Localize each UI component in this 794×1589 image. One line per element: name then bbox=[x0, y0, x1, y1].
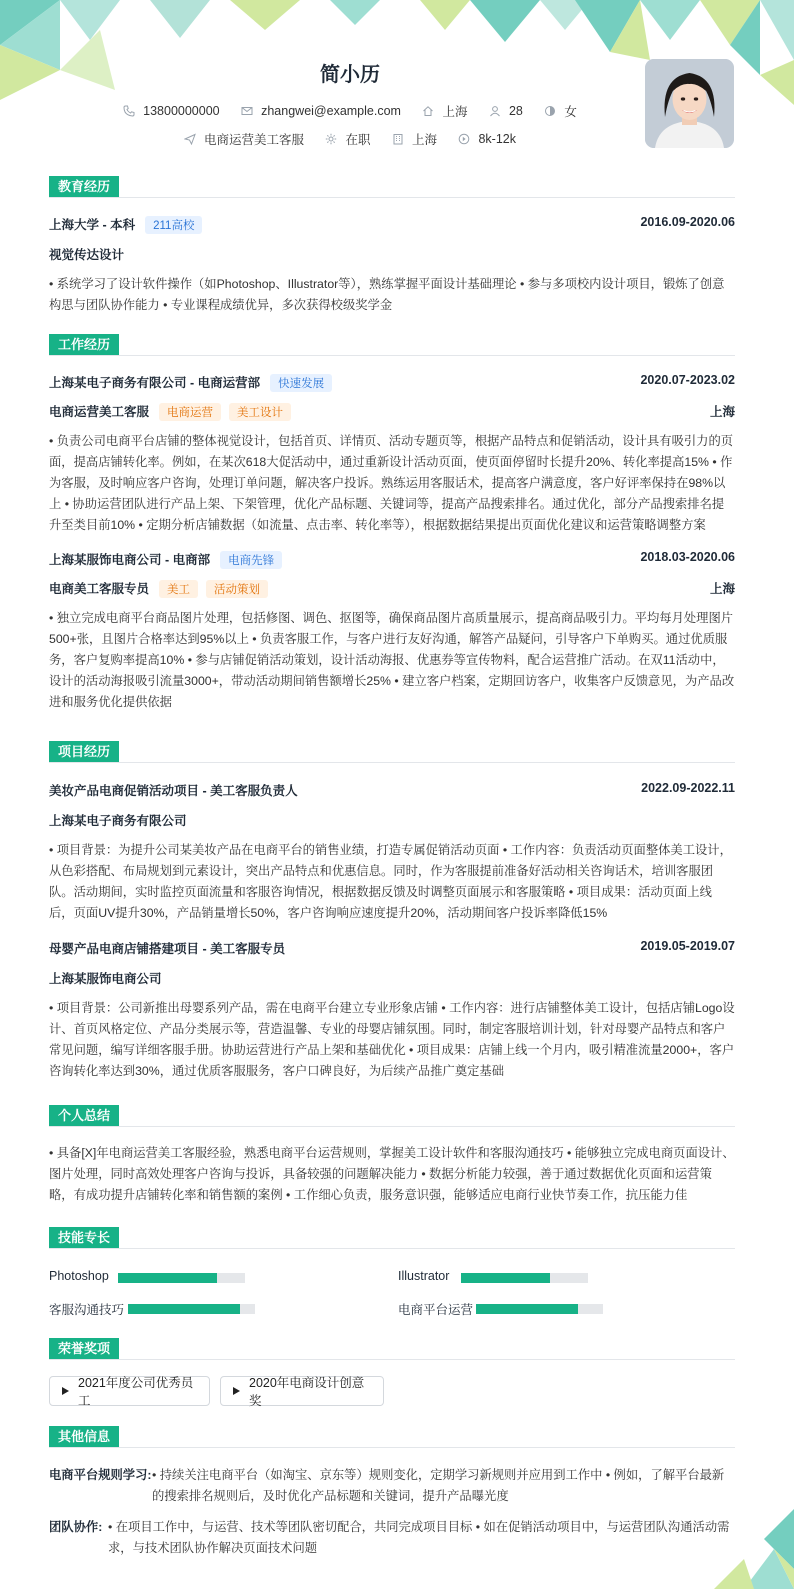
work-role-row bbox=[49, 579, 735, 599]
skills-title bbox=[49, 1227, 735, 1249]
other-title bbox=[49, 1426, 735, 1448]
phone-item bbox=[123, 104, 219, 118]
portrait-photo bbox=[645, 59, 734, 148]
section-divider bbox=[49, 762, 735, 763]
education-description: • 系统学习了设计软件操作（如Photoshop、Illustrator等），熟练掌握平面设计基础理论 • 参与多项校内设计项目，锻炼了创意构思与团队协作能力 • 专业课程成绩优异，多次获得校级奖学金 bbox=[49, 277, 725, 312]
section-divider bbox=[49, 1248, 735, 1249]
project-title: 美妆产品电商促销活动项目 - 美工客服负责人 bbox=[49, 784, 298, 798]
gender-item bbox=[544, 102, 577, 120]
project-org: 上海某服饰电商公司 bbox=[49, 972, 162, 986]
project-description: • 项目背景：公司新推出母婴系列产品，需在电商平台建立专业形象店铺 • 工作内容：进行店铺整体美工设计，包括店铺Logo设计、首页风格定位、产品分类展示等，营造温馨、专业的母婴店铺氛围。同时，制定客服培训计划，针对母婴产品特点和客户常见问题，编写详细客服手册。协助运营进行产品上架和基础优化 • 项目成果：店铺上线一个月内，吸引精准流量2000+，客户咨询转化率达到30%，通过优质客服服务，客户口碑良好，为后续产品推广奠定基础 bbox=[49, 1001, 735, 1078]
salary-icon bbox=[458, 133, 470, 145]
play-icon bbox=[62, 1387, 69, 1395]
skill-bar bbox=[128, 1304, 255, 1314]
other-item bbox=[49, 1465, 735, 1507]
project-entry-header bbox=[49, 939, 735, 959]
skill-fill bbox=[118, 1273, 217, 1283]
school-badge: 211高校 bbox=[145, 216, 202, 234]
work-role-row bbox=[49, 402, 735, 422]
location-item bbox=[422, 102, 467, 120]
status-icon bbox=[325, 133, 337, 145]
building-icon bbox=[392, 133, 404, 145]
resume-header bbox=[0, 0, 794, 170]
work-city: 上海 bbox=[709, 582, 735, 596]
salary-item bbox=[458, 132, 516, 146]
awards-title bbox=[49, 1338, 735, 1360]
job-target-text: 电商运营美工客服 bbox=[203, 133, 304, 147]
status-text: 在职 bbox=[345, 133, 371, 147]
other-heading: 其他信息 bbox=[49, 1426, 119, 1448]
education-title bbox=[49, 176, 735, 198]
other-label: 团队协作: bbox=[49, 1520, 103, 1534]
salary-text: 8k-12k bbox=[478, 132, 517, 146]
user-icon bbox=[489, 105, 501, 117]
section-divider bbox=[49, 1126, 735, 1127]
awards-heading: 荣誉奖项 bbox=[49, 1338, 119, 1360]
role-tag: 电商运营 bbox=[159, 403, 221, 421]
target-city-item bbox=[392, 130, 437, 148]
school-name: 上海大学 - 本科 bbox=[49, 218, 136, 232]
skill-bar bbox=[476, 1304, 603, 1314]
project-org-row bbox=[49, 969, 735, 989]
awards-section bbox=[49, 1338, 735, 1418]
projects-section bbox=[49, 741, 735, 1082]
project-period: 2022.09-2022.11 bbox=[641, 781, 735, 795]
work-period: 2020.07-2023.02 bbox=[640, 373, 735, 387]
age-item bbox=[489, 104, 523, 118]
skills-heading: 技能专长 bbox=[49, 1227, 119, 1249]
skill-bar bbox=[118, 1273, 245, 1283]
skill-fill bbox=[128, 1304, 240, 1314]
skill-bar bbox=[461, 1273, 588, 1283]
contact-row bbox=[0, 102, 700, 120]
award-text: 2020年电商设计创意奖 bbox=[249, 1376, 365, 1408]
phone-text: 13800000000 bbox=[143, 104, 220, 118]
work-title bbox=[49, 334, 735, 356]
work-section bbox=[49, 334, 735, 713]
summary-title bbox=[49, 1105, 735, 1127]
award-item bbox=[220, 1376, 384, 1406]
summary-heading: 个人总结 bbox=[49, 1105, 119, 1127]
award-text: 2021年度公司优秀员工 bbox=[78, 1376, 194, 1408]
project-org: 上海某电子商务有限公司 bbox=[49, 814, 187, 828]
company-badge: 快速发展 bbox=[270, 374, 332, 392]
awards-list bbox=[49, 1376, 735, 1406]
other-text: • 在项目工作中，与运营、技术等团队密切配合，共同完成项目目标 • 如在促销活动项目中，与运营团队沟通活动需求，与技术团队协作解决页面技术问题 bbox=[108, 1520, 730, 1555]
company-badge: 电商先锋 bbox=[220, 551, 282, 569]
send-icon bbox=[184, 133, 196, 145]
section-divider bbox=[49, 1447, 735, 1448]
skill-item bbox=[49, 1269, 369, 1287]
skill-fill bbox=[461, 1273, 550, 1283]
education-entry-header bbox=[49, 215, 735, 235]
role-tag: 美工设计 bbox=[229, 403, 291, 421]
skill-name: 客服沟通技巧 bbox=[49, 1303, 125, 1317]
status-item bbox=[325, 130, 370, 148]
role-tag: 美工 bbox=[159, 580, 198, 598]
skill-name: 电商平台运营 bbox=[398, 1303, 474, 1317]
company-name: 上海某服饰电商公司 - 电商部 bbox=[49, 553, 211, 567]
project-period: 2019.05-2019.07 bbox=[640, 939, 735, 953]
education-heading: 教育经历 bbox=[49, 176, 119, 198]
work-description: • 独立完成电商平台商品图片处理，包括修图、调色、抠图等，确保商品图片高质量展示，提高商品吸引力。平均每月处理图片500+张，且图片合格率达到95%以上 • 负责客服工作，与客户进行友好沟通，解答产品疑问，引导客户下单购买。通过优质服务，客户复购率提高10% • 参与店铺促销活动策划，设计活动海报、优惠券等宣传物料，配合运营推广活动。在双11活动中，设计的活动海报吸引流量3000+，带动活动期间销售额增长25% • 建立客户档案，定期回访客户，收集客户反馈意见，为产品改进和服务优化提供依据 bbox=[49, 611, 735, 709]
other-text: • 持续关注电商平台（如淘宝、京东等）规则变化，定期学习新规则并应用到工作中 • 例如，了解平台最新的搜索排名规则后，及时优化产品标题和关键词，提升产品曝光度 bbox=[152, 1468, 725, 1503]
role-tag: 活动策划 bbox=[206, 580, 268, 598]
skill-item bbox=[49, 1300, 369, 1318]
role-name: 电商美工客服专员 bbox=[49, 582, 150, 596]
work-period: 2018.03-2020.06 bbox=[640, 550, 735, 564]
email-item bbox=[241, 104, 401, 118]
section-divider bbox=[49, 355, 735, 356]
target-city-text: 上海 bbox=[411, 133, 437, 147]
age-text: 28 bbox=[508, 104, 523, 118]
candidate-name: 简小历 bbox=[320, 64, 380, 86]
intent-row bbox=[0, 130, 700, 148]
work-heading: 工作经历 bbox=[49, 334, 119, 356]
skill-item bbox=[398, 1300, 718, 1318]
project-entry-header bbox=[49, 781, 735, 801]
education-major-row bbox=[49, 245, 735, 265]
summary-section bbox=[49, 1105, 735, 1206]
section-divider bbox=[49, 197, 735, 198]
award-item bbox=[49, 1376, 210, 1406]
company-name: 上海某电子商务有限公司 - 电商运营部 bbox=[49, 376, 261, 390]
other-label: 电商平台规则学习: bbox=[49, 1468, 152, 1482]
summary-text: • 具备[X]年电商运营美工客服经验，熟悉电商平台运营规则，掌握美工设计软件和客服沟通技巧 • 能够独立完成电商页面设计、图片处理，同时高效处理客户咨询与投诉，具备较强的问题解决能力 • 数据分析能力较强，善于通过数据优化页面和运营策略，有成功提升店铺转化率和销售额的案例 • 工作细心负责，服务意识强，能够适应电商行业快节奏工作，抗压能力佳 bbox=[49, 1146, 735, 1202]
skill-fill bbox=[476, 1304, 578, 1314]
avatar bbox=[645, 59, 734, 148]
skill-item bbox=[398, 1269, 718, 1287]
project-org-row bbox=[49, 811, 735, 831]
project-title: 母婴产品电商店铺搭建项目 - 美工客服专员 bbox=[49, 942, 286, 956]
gender-text: 女 bbox=[564, 105, 577, 119]
skill-name: Photoshop bbox=[49, 1269, 109, 1283]
play-icon bbox=[233, 1387, 240, 1395]
gender-icon bbox=[544, 105, 556, 117]
major-name: 视觉传达设计 bbox=[49, 248, 125, 262]
work-entry-header bbox=[49, 550, 735, 570]
other-section bbox=[49, 1426, 735, 1559]
education-period: 2016.09-2020.06 bbox=[640, 215, 735, 229]
home-icon bbox=[422, 105, 434, 117]
work-description: • 负责公司电商平台店铺的整体视觉设计，包括首页、详情页、活动专题页等，根据产品特点和促销活动，设计具有吸引力的页面，提高店铺转化率。例如，在某次618大促活动中，通过重新设计活动页面，使页面停留时长提升20%、转化率提高15% • 作为客服，及时响应客户咨询，处理订单问题，解决客户投诉。熟练运用客服话术，提高客户满意度，客户好评率保持在98%以上 • 协助运营团队进行产品上架、下架管理，优化产品标题、关键词等，提高产品搜索排名。通过优化，部分产品搜索排名提升至类目前10% • 定期分析店铺数据（如流量、点击率、转化率等），根据数据结果提出页面优化建议和运营策略调整方案 bbox=[49, 434, 734, 532]
work-city: 上海 bbox=[709, 405, 735, 419]
education-section bbox=[49, 176, 735, 316]
work-entry-header bbox=[49, 373, 735, 393]
mail-icon bbox=[241, 105, 253, 117]
projects-title bbox=[49, 741, 735, 763]
skills-section bbox=[49, 1227, 735, 1317]
skill-name: Illustrator bbox=[398, 1269, 450, 1283]
project-description: • 项目背景：为提升公司某美妆产品在电商平台的销售业绩，打造专属促销活动页面 • 工作内容：负责活动页面整体美工设计，从色彩搭配、布局规划到元素设计，突出产品特点和优惠信息。同时，作为客服提前准备好活动相关咨询话术，培训客服团队。活动期间，实时监控页面流量和客服咨询情况，根据数据反馈及时调整页面展示和客服策略 • 项目成果：活动页面上线后，页面UV提升30%，产品销量增长50%，客户咨询响应速度提升20%，活动期间客户投诉率降低15% bbox=[49, 843, 732, 920]
section-divider bbox=[49, 1359, 735, 1360]
other-item bbox=[49, 1517, 735, 1559]
role-name: 电商运营美工客服 bbox=[49, 405, 150, 419]
job-target-item bbox=[184, 130, 304, 148]
projects-heading: 项目经历 bbox=[49, 741, 119, 763]
phone-icon bbox=[123, 105, 135, 117]
email-text: zhangwei@example.com bbox=[261, 104, 401, 118]
location-text: 上海 bbox=[442, 105, 468, 119]
